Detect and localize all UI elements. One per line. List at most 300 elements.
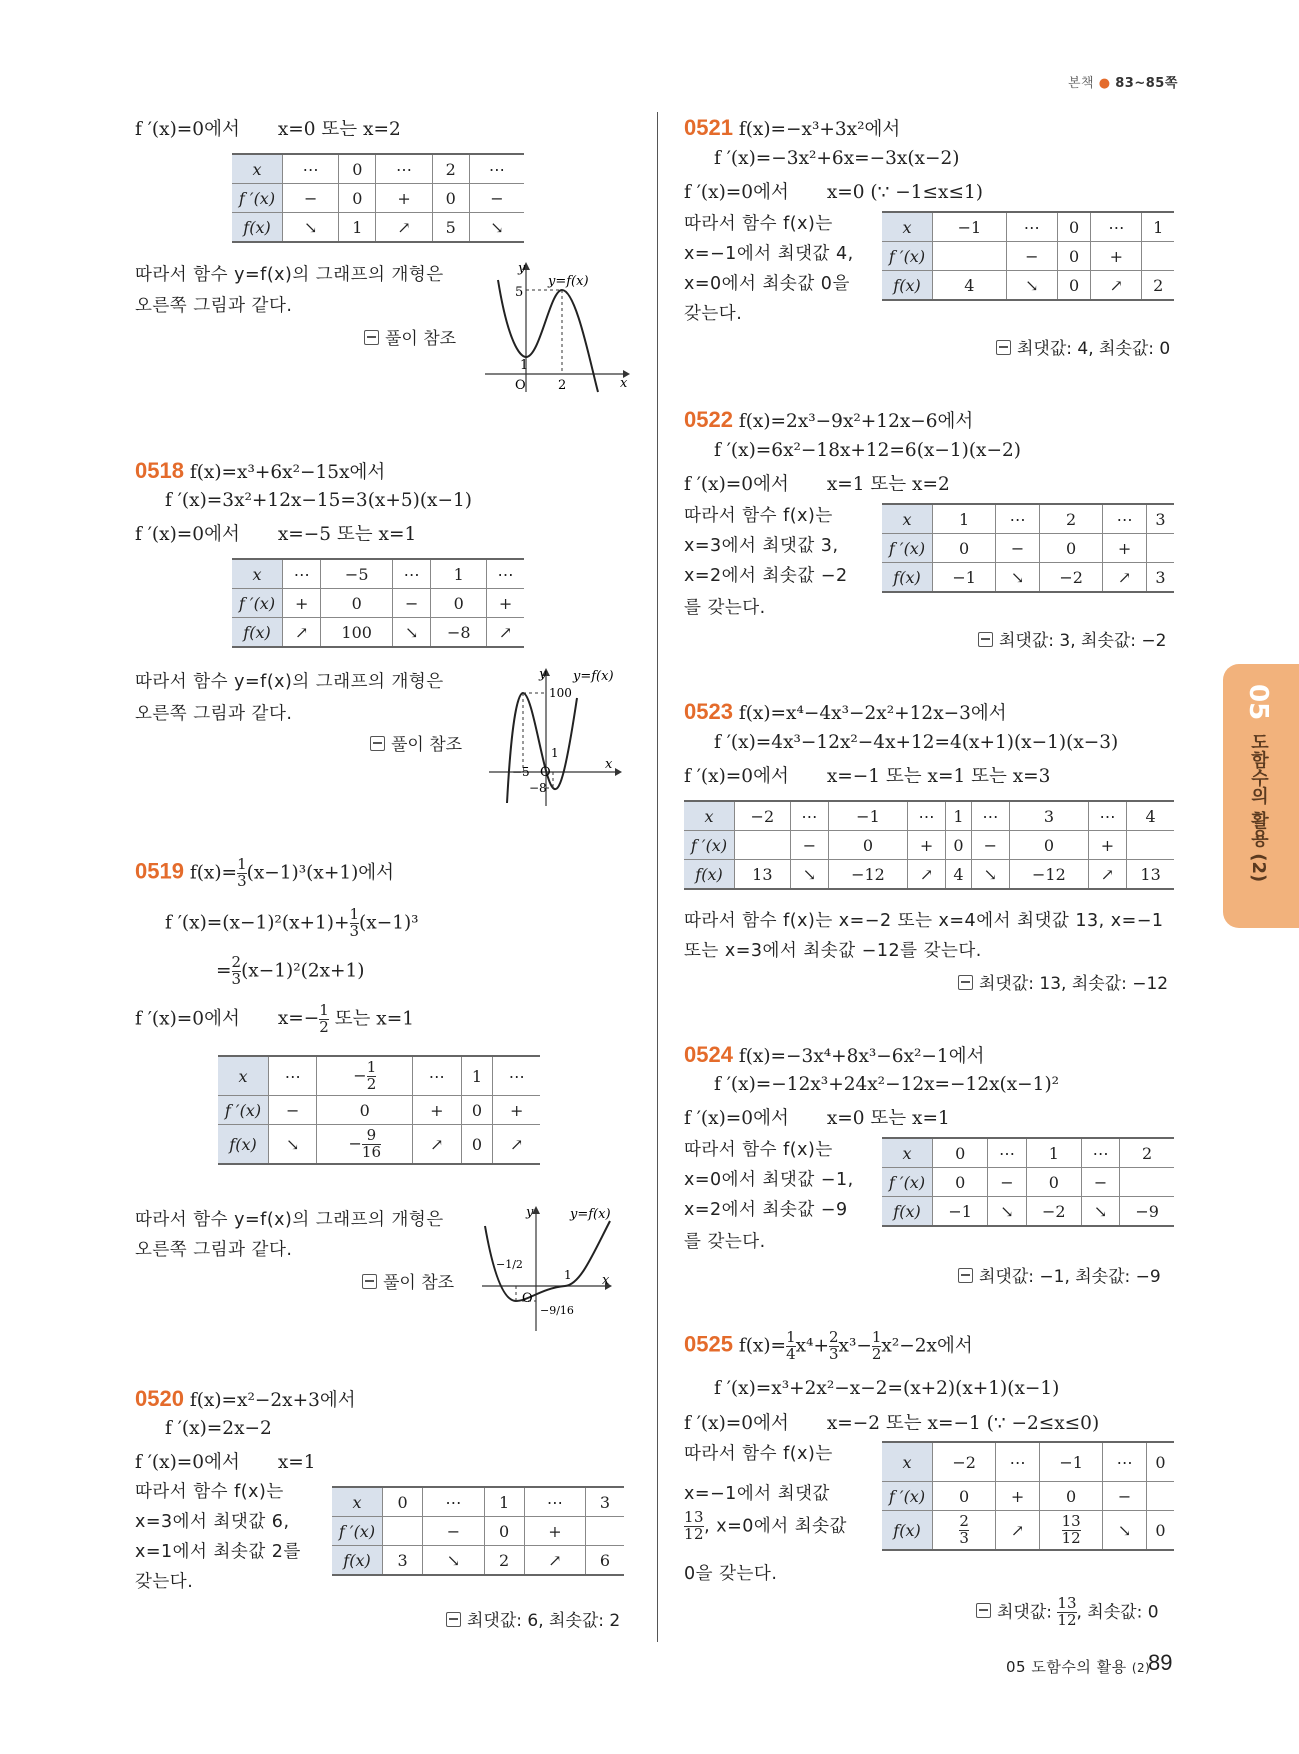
table-cell: 0 <box>1026 1168 1081 1197</box>
table-row <box>218 1096 540 1125</box>
graph-value-1: 1 <box>551 746 559 760</box>
table-cell: ⋯ <box>493 1056 540 1096</box>
table-cell: + <box>487 589 524 618</box>
table-row-header: f(x) <box>882 1511 933 1551</box>
table-row <box>684 831 1174 860</box>
table-cell: 3 <box>1010 801 1089 831</box>
table-cell: ⋯ <box>283 559 321 589</box>
table-cell: ⋯ <box>376 154 432 184</box>
table-cell: ↗ <box>487 618 524 648</box>
table-cell: ↘ <box>790 860 828 890</box>
p0520-line1: 0520 f(x)=x²−2x+3에서 <box>135 1386 356 1411</box>
table-cell: − <box>283 184 339 213</box>
table-cell <box>1142 242 1174 271</box>
table-row <box>218 1125 540 1165</box>
table-cell: ↘ <box>1006 271 1057 301</box>
table-cell: 0 <box>432 184 469 213</box>
answer-icon <box>978 632 993 647</box>
table-cell: −1 <box>933 212 1007 242</box>
p0519-text2: 오른쪽 그림과 같다. <box>135 1240 293 1260</box>
table-cell: −2 <box>933 1442 996 1482</box>
p0519-line3: = $\frac{2}{3}$ (x−1)²(2x+1) <box>216 953 365 988</box>
table-cell: 1 <box>431 559 487 589</box>
p0525-table <box>882 1441 1174 1551</box>
table-cell: 0 <box>383 1487 423 1517</box>
p0523-line2: f ′(x)=4x³−12x²−4x+12=4(x+1)(x−1)(x−3) <box>714 732 1119 753</box>
table-cell: $\frac{13}{12}$ <box>1039 1511 1102 1551</box>
table-cell: 0 <box>431 589 487 618</box>
p0517-text2: 오른쪽 그림과 같다. <box>135 296 293 316</box>
table-cell: 4 <box>1127 801 1174 831</box>
table-row-header: f ′(x) <box>232 184 283 213</box>
p0521-table <box>882 211 1174 301</box>
graph-value-1: 1 <box>564 1268 572 1282</box>
p0517-table <box>232 153 524 243</box>
table-cell: ⋯ <box>423 1487 484 1517</box>
p0524-text2: x=0에서 최댓값 −1, <box>684 1170 854 1190</box>
table-cell: 0 <box>1039 534 1102 563</box>
table-cell: 100 <box>321 618 392 648</box>
table-cell: ↘ <box>423 1546 484 1576</box>
p0518-text1: 따라서 함수 y=f(x)의 그래프의 개형은 <box>135 672 444 692</box>
table-cell: ↘ <box>269 1125 317 1165</box>
table-cell <box>1146 534 1174 563</box>
table-cell: −12 <box>829 860 908 890</box>
table-cell: ↘ <box>1081 1197 1119 1227</box>
table-row <box>332 1546 624 1576</box>
table-cell: −2 <box>735 801 791 831</box>
table-cell: $\frac{2}{3}$ <box>933 1511 996 1551</box>
table-cell: ⋯ <box>269 1056 317 1096</box>
table-cell: 13 <box>1127 860 1174 890</box>
table-cell: 0 <box>484 1517 524 1546</box>
table-cell: − <box>1006 242 1057 271</box>
graph-value-m8: −8 <box>529 781 547 795</box>
table-row-header: f ′(x) <box>882 1482 933 1511</box>
p0525-answer: 최댓값: $\frac{13}{12}$ , 최솟값: 0 <box>976 1596 1159 1629</box>
p0522-line3: f ′(x)=0에서 x=1 또는 x=2 <box>684 474 950 495</box>
p0525-line1: 0525 f(x)= $\frac{1}{4}$ x⁴+ $\frac{2}{3}$ x³− $\frac{1}{2}$ x²−2x에서 <box>684 1328 973 1363</box>
table-cell: + <box>1091 242 1142 271</box>
p0519-line4: f ′(x)=0에서 x=− $\frac{1}{2}$ 또는 x=1 <box>135 1001 415 1036</box>
table-cell: −1 <box>1039 1442 1102 1482</box>
table-row-header: f(x) <box>882 1197 933 1227</box>
table-cell: 0 <box>933 534 996 563</box>
table-row-header: f(x) <box>684 860 735 890</box>
table-cell: 1 <box>339 213 376 243</box>
p0521-line2: f ′(x)=−3x²+6x=−3x(x−2) <box>714 148 960 169</box>
graph-origin-label: O <box>515 378 526 393</box>
table-row-header: f(x) <box>882 271 933 301</box>
table-cell: 2 <box>1120 1138 1174 1168</box>
table-cell: 0 <box>1146 1511 1174 1551</box>
p0520-table <box>332 1486 624 1576</box>
table-row <box>218 1056 540 1096</box>
table-cell: 0 <box>933 1168 988 1197</box>
table-row-header: f(x) <box>882 563 933 593</box>
table-cell: 1 <box>1142 212 1174 242</box>
table-row <box>684 860 1174 890</box>
table-cell: 1 <box>484 1487 524 1517</box>
table-cell: + <box>524 1517 585 1546</box>
table-cell: + <box>413 1096 461 1125</box>
p0522-text4: 를 갖는다. <box>684 598 766 618</box>
p0522-text3: x=2에서 최솟값 −2 <box>684 566 848 586</box>
table-cell: 0 <box>1057 271 1091 301</box>
p0520-answer: 최댓값: 6, 최솟값: 2 <box>446 1606 620 1631</box>
graph-x-label: x <box>605 757 613 772</box>
table-cell: + <box>907 831 945 860</box>
p0521-line3: f ′(x)=0에서 x=0 (∵ −1≤x≤1) <box>684 182 983 203</box>
answer-icon <box>446 1612 461 1627</box>
table-row-header: x <box>332 1487 383 1517</box>
table-cell: 1 <box>933 504 996 534</box>
p0518-text2: 오른쪽 그림과 같다. <box>135 704 293 724</box>
table-cell: ↗ <box>376 213 432 243</box>
table-row <box>232 559 524 589</box>
p0523-line1: 0523 f(x)=x⁴−4x³−2x²+12x−3에서 <box>684 699 1007 724</box>
p0523-line3: f ′(x)=0에서 x=−1 또는 x=1 또는 x=3 <box>684 766 1051 787</box>
table-row-header: x <box>882 1138 933 1168</box>
p0522-text1: 따라서 함수 f(x)는 <box>684 506 833 526</box>
table-cell: 2 <box>484 1546 524 1576</box>
table-row <box>882 534 1174 563</box>
p0521-text2: x=−1에서 최댓값 4, <box>684 244 854 264</box>
table-row-header: x <box>232 154 283 184</box>
table-cell: 0 <box>339 184 376 213</box>
p0521-answer: 최댓값: 4, 최솟값: 0 <box>996 334 1170 359</box>
table-cell <box>383 1517 423 1546</box>
p0525-line2: f ′(x)=x³+2x²−x−2=(x+2)(x+1)(x−1) <box>714 1378 1060 1399</box>
table-cell: + <box>283 589 321 618</box>
p0518-line1: 0518 f(x)=x³+6x²−15x에서 <box>135 458 386 483</box>
table-cell: ↘ <box>469 213 524 243</box>
p0524-table <box>882 1137 1174 1227</box>
table-cell: ↗ <box>1091 271 1142 301</box>
table-cell: 2 <box>1039 504 1102 534</box>
table-cell: ⋯ <box>1088 801 1126 831</box>
p0519-graph <box>480 1206 630 1331</box>
table-row <box>332 1517 624 1546</box>
p0523-text1: 따라서 함수 f(x)는 x=−2 또는 x=4에서 최댓값 13, x=−1 <box>684 911 1164 931</box>
table-cell: − <box>988 1168 1026 1197</box>
table-cell: 0 <box>1057 212 1091 242</box>
table-row <box>882 1482 1174 1511</box>
p0525-text1: 따라서 함수 f(x)는 <box>684 1444 833 1464</box>
answer-icon <box>370 736 385 751</box>
table-cell: 4 <box>946 860 971 890</box>
graph-x-label: x <box>620 376 628 391</box>
table-cell: − <box>1081 1168 1119 1197</box>
table-cell: 0 <box>321 589 392 618</box>
p0521-text4: 갖는다. <box>684 304 743 324</box>
table-row-header: x <box>882 504 933 534</box>
table-cell: 0 <box>1039 1482 1102 1511</box>
graph-origin-label: O <box>540 765 551 780</box>
table-row <box>882 1511 1174 1551</box>
table-cell: 1 <box>946 801 971 831</box>
table-row <box>882 1442 1174 1482</box>
table-row-header: f ′(x) <box>882 534 933 563</box>
chapter-side-tab-text: 05 도함수의 활용 (2) <box>1243 684 1273 883</box>
p0522-text2: x=3에서 최댓값 3, <box>684 536 839 556</box>
p0524-answer: 최댓값: −1, 최솟값: −9 <box>958 1262 1161 1287</box>
p0520-text2: x=3에서 최댓값 6, <box>135 1512 290 1532</box>
p0519-answer: 풀이 참조 <box>362 1268 454 1293</box>
p0524-line1: 0524 f(x)=−3x⁴+8x³−6x²−1에서 <box>684 1042 985 1067</box>
table-cell: 4 <box>933 271 1007 301</box>
table-cell: ⋯ <box>487 559 524 589</box>
table-row-header: f ′(x) <box>684 831 735 860</box>
table-cell: ⋯ <box>1103 504 1147 534</box>
graph-f-label: y=f(x) <box>548 274 589 289</box>
table-row <box>684 801 1174 831</box>
table-cell: 1 <box>461 1056 493 1096</box>
table-cell: ⋯ <box>988 1138 1026 1168</box>
table-cell: ⋯ <box>907 801 945 831</box>
p0521-line1: 0521 f(x)=−x³+3x²에서 <box>684 115 901 140</box>
table-cell: 0 <box>339 154 376 184</box>
table-cell: − $\frac{9}{16}$ <box>317 1125 413 1165</box>
table-cell: ↗ <box>413 1125 461 1165</box>
table-cell: 5 <box>432 213 469 243</box>
p0520-text4: 갖는다. <box>135 1572 194 1592</box>
graph-x-label: x <box>602 1273 610 1288</box>
table-cell: − <box>269 1096 317 1125</box>
p0519-line2: f ′(x)=(x−1)²(x+1)+ $\frac{1}{3}$ (x−1)³ <box>165 905 419 940</box>
table-row-header: x <box>232 559 283 589</box>
table-cell: ⋯ <box>1091 212 1142 242</box>
column-divider <box>657 112 658 1642</box>
p0522-table <box>882 503 1174 593</box>
p0521-text1: 따라서 함수 f(x)는 <box>684 214 833 234</box>
graph-value-1: 1 <box>520 358 529 373</box>
table-cell: ↗ <box>493 1125 540 1165</box>
p0524-text3: x=2에서 최솟값 −9 <box>684 1200 848 1220</box>
table-cell: + <box>1103 534 1147 563</box>
table-cell <box>1120 1168 1174 1197</box>
table-row <box>332 1487 624 1517</box>
p0518-line2: f ′(x)=3x²+12x−15=3(x+5)(x−1) <box>165 490 472 511</box>
table-cell: 0 <box>1146 1442 1174 1482</box>
table-cell: −1 <box>829 801 908 831</box>
table-cell: ⋯ <box>413 1056 461 1096</box>
table-row <box>232 618 524 648</box>
table-cell: ⋯ <box>996 504 1040 534</box>
p0522-line1: 0522 f(x)=2x³−9x²+12x−6에서 <box>684 407 974 432</box>
table-cell: −12 <box>1010 860 1089 890</box>
graph-f-label: y=f(x) <box>570 1207 611 1222</box>
p0519-text1: 따라서 함수 y=f(x)의 그래프의 개형은 <box>135 1210 444 1230</box>
table-cell: 2 <box>1142 271 1174 301</box>
p0518-answer: 풀이 참조 <box>370 730 462 755</box>
p0518-table <box>232 558 524 648</box>
p0525-text2: x=−1에서 최댓값 <box>684 1484 830 1504</box>
table-cell: − <box>971 831 1009 860</box>
p0517-text1: 따라서 함수 y=f(x)의 그래프의 개형은 <box>135 265 444 285</box>
p0519-table <box>218 1055 540 1165</box>
p0521-text3: x=0에서 최솟값 0을 <box>684 274 850 294</box>
table-cell: ⋯ <box>1006 212 1057 242</box>
table-cell: 3 <box>383 1546 423 1576</box>
page-number: 89 <box>1148 1650 1173 1675</box>
table-row-header: x <box>882 212 933 242</box>
graph-y-label: y <box>526 1205 534 1220</box>
p0520-line2: f ′(x)=2x−2 <box>165 1418 272 1439</box>
table-cell: + <box>493 1096 540 1125</box>
answer-icon <box>362 1274 377 1289</box>
p0519-line1: 0519 f(x)= $\frac{1}{3}$ (x−1)³(x+1)에서 <box>135 855 395 890</box>
p0517-answer: 풀이 참조 <box>364 324 456 349</box>
table-cell <box>735 831 791 860</box>
table-row-header: f(x) <box>232 213 283 243</box>
table-cell <box>1127 831 1174 860</box>
table-row-header: f(x) <box>232 618 283 648</box>
table-row-header: f ′(x) <box>218 1096 269 1125</box>
table-row-header: f ′(x) <box>332 1517 383 1546</box>
table-cell: −1 <box>933 1197 988 1227</box>
table-cell: 13 <box>735 860 791 890</box>
graph-value-m-9-16: −9/16 <box>540 1304 574 1317</box>
p0518-line3: f ′(x)=0에서 x=−5 또는 x=1 <box>135 524 417 545</box>
table-row <box>232 184 524 213</box>
table-cell: −1 <box>933 563 996 593</box>
p0525-text3: $\frac{13}{12}$ , x=0에서 최솟값 <box>684 1508 847 1543</box>
table-row <box>232 154 524 184</box>
table-cell: ↗ <box>1103 563 1147 593</box>
table-row <box>882 504 1174 534</box>
table-row-header: f ′(x) <box>882 242 933 271</box>
p0524-text1: 따라서 함수 f(x)는 <box>684 1140 833 1160</box>
table-cell: −5 <box>321 559 392 589</box>
p0520-text3: x=1에서 최솟값 2를 <box>135 1542 301 1562</box>
table-row-header: f(x) <box>218 1125 269 1165</box>
table-cell: − <box>1103 1482 1147 1511</box>
table-cell: − <box>469 184 524 213</box>
table-cell: −2 <box>1026 1197 1081 1227</box>
graph-y-label: y <box>518 261 526 276</box>
table-cell: 3 <box>1146 563 1174 593</box>
table-cell: − <box>423 1517 484 1546</box>
table-cell: − $\frac{1}{2}$ <box>317 1056 413 1096</box>
footer-chapter: 05 도함수의 활용 (2) <box>1006 1658 1151 1676</box>
answer-icon <box>958 975 973 990</box>
graph-value-100: 100 <box>549 686 572 700</box>
p0522-answer: 최댓값: 3, 최솟값: −2 <box>978 626 1166 651</box>
table-cell: −9 <box>1120 1197 1174 1227</box>
table-cell: 0 <box>933 1138 988 1168</box>
table-cell: 0 <box>933 1482 996 1511</box>
table-cell: ↘ <box>988 1197 1026 1227</box>
table-row <box>882 563 1174 593</box>
table-cell: − <box>392 589 430 618</box>
table-row <box>232 213 524 243</box>
table-cell: 0 <box>946 831 971 860</box>
table-cell: ⋯ <box>469 154 524 184</box>
table-cell: ⋯ <box>1081 1138 1119 1168</box>
answer-icon <box>364 330 379 345</box>
table-cell: ⋯ <box>790 801 828 831</box>
p0524-line3: f ′(x)=0에서 x=0 또는 x=1 <box>684 1108 950 1129</box>
table-cell: ⋯ <box>283 154 339 184</box>
table-cell: ↗ <box>1088 860 1126 890</box>
table-row-header: f(x) <box>332 1546 383 1576</box>
table-cell: 0 <box>317 1096 413 1125</box>
p0522-line2: f ′(x)=6x²−18x+12=6(x−1)(x−2) <box>714 440 1021 461</box>
p0520-line3: f ′(x)=0에서 x=1 <box>135 1452 316 1473</box>
table-cell: ↗ <box>524 1546 585 1576</box>
p0518-graph <box>487 668 632 808</box>
header-book-label: 본책 ● 83~85쪽 <box>1068 76 1178 91</box>
table-cell <box>586 1517 625 1546</box>
table-row <box>882 1197 1174 1227</box>
table-cell: + <box>376 184 432 213</box>
table-cell <box>1146 1482 1174 1511</box>
p0525-line3: f ′(x)=0에서 x=−2 또는 x=−1 (∵ −2≤x≤0) <box>684 1413 1100 1434</box>
graph-value-2: 2 <box>558 378 567 393</box>
table-cell: ↘ <box>996 563 1040 593</box>
table-row <box>882 212 1174 242</box>
table-cell: ↘ <box>1103 1511 1147 1551</box>
p0524-line2: f ′(x)=−12x³+24x²−12x=−12x(x−1)² <box>714 1074 1060 1095</box>
table-row-header: x <box>882 1442 933 1482</box>
table-cell: ↗ <box>283 618 321 648</box>
table-row <box>882 1138 1174 1168</box>
p0525-text4: 0을 갖는다. <box>684 1564 778 1584</box>
table-cell: 0 <box>461 1096 493 1125</box>
table-cell: 0 <box>1010 831 1089 860</box>
p0517-line1: f ′(x)=0에서 x=0 또는 x=2 <box>135 119 401 140</box>
table-cell: ↗ <box>996 1511 1040 1551</box>
table-row-header: x <box>684 801 735 831</box>
table-row-header: f ′(x) <box>882 1168 933 1197</box>
table-cell: 3 <box>586 1487 625 1517</box>
table-cell: −8 <box>431 618 487 648</box>
table-row-header: x <box>218 1056 269 1096</box>
p0523-table <box>684 800 1174 890</box>
table-cell <box>933 242 1007 271</box>
answer-icon <box>996 340 1011 355</box>
table-cell: ↘ <box>971 860 1009 890</box>
table-cell: ↘ <box>392 618 430 648</box>
table-cell: ⋯ <box>971 801 1009 831</box>
graph-value-5: 5 <box>515 285 524 300</box>
p0524-text4: 를 갖는다. <box>684 1232 766 1252</box>
table-cell: 0 <box>461 1125 493 1165</box>
table-row <box>882 1168 1174 1197</box>
answer-icon <box>976 1603 991 1618</box>
table-cell: ↘ <box>283 213 339 243</box>
p0523-text2: 또는 x=3에서 최솟값 −12를 갖는다. <box>684 941 982 961</box>
table-cell: −2 <box>1039 563 1102 593</box>
graph-origin-label: O <box>522 1291 533 1306</box>
table-row <box>232 589 524 618</box>
table-cell: ⋯ <box>392 559 430 589</box>
table-cell: ⋯ <box>1103 1442 1147 1482</box>
p0520-text1: 따라서 함수 f(x)는 <box>135 1482 284 1502</box>
graph-f-label: y=f(x) <box>573 669 614 684</box>
graph-value-m5: −5 <box>512 765 530 779</box>
table-cell: + <box>996 1482 1040 1511</box>
table-row <box>882 242 1174 271</box>
table-cell: ⋯ <box>996 1442 1040 1482</box>
table-cell: 0 <box>829 831 908 860</box>
table-cell: ⋯ <box>524 1487 585 1517</box>
table-cell: − <box>996 534 1040 563</box>
table-cell: + <box>1088 831 1126 860</box>
table-cell: 1 <box>1026 1138 1081 1168</box>
table-cell: 6 <box>586 1546 625 1576</box>
